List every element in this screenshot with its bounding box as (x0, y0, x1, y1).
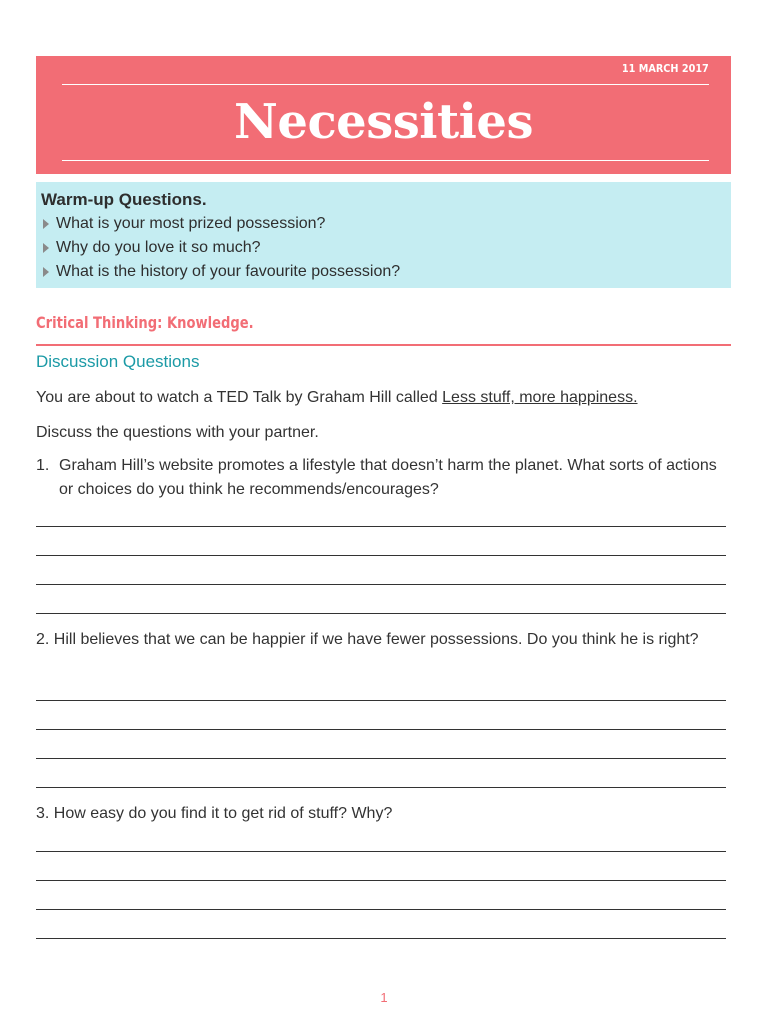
warmup-item (41, 260, 731, 284)
question-1-text: Graham Hill’s website promotes a lifestyle that doesn’t harm the planet. What sorts of actions or choices do you think he recommends/encourages? (59, 457, 717, 498)
section-title: Critical Thinking: Knowledge. (36, 313, 254, 332)
answer-line[interactable] (36, 851, 726, 852)
banner-bottom-rule (62, 160, 709, 161)
warmup-item-text: Why do you love it so much? (56, 239, 261, 256)
ted-talk-link[interactable]: Less stuff, more happiness. (442, 389, 638, 406)
intro-text: You are about to watch a TED Talk by Graham Hill called (36, 389, 443, 406)
discussion-title: Discussion Questions (36, 352, 200, 371)
warmup-list (41, 212, 731, 284)
instruction-text: Discuss the questions with your partner. (36, 424, 319, 441)
warmup-item (41, 212, 731, 236)
warmup-heading: Warm-up Questions. (41, 190, 207, 209)
answer-line[interactable] (36, 584, 726, 585)
warmup-item-text: What is your most prized possession? (56, 215, 326, 232)
bullet-triangle-icon (43, 267, 49, 277)
banner-top-rule (62, 84, 709, 85)
answer-line[interactable] (36, 787, 726, 788)
section-divider (36, 344, 731, 346)
answer-line[interactable] (36, 613, 726, 614)
warmup-item-text: What is the history of your favourite possession? (56, 263, 401, 280)
warmup-box (36, 182, 731, 288)
bullet-triangle-icon (43, 243, 49, 253)
answer-line[interactable] (36, 526, 726, 527)
question-3-text: 3. How easy do you find it to get rid of stuff? Why? (36, 805, 393, 822)
intro-paragraph (36, 386, 638, 410)
answer-line[interactable] (36, 758, 726, 759)
bullet-triangle-icon (43, 219, 49, 229)
question-1 (36, 454, 726, 502)
answer-line[interactable] (36, 700, 726, 701)
question-1-number: 1. (36, 457, 50, 474)
answer-line[interactable] (36, 555, 726, 556)
answer-line[interactable] (36, 880, 726, 881)
page-number: 1 (380, 990, 388, 1005)
document-date: 11 MARCH 2017 (622, 62, 709, 75)
answer-line[interactable] (36, 938, 726, 939)
header-banner (36, 56, 731, 174)
answer-line[interactable] (36, 909, 726, 910)
page-title: Necessities (234, 94, 533, 150)
answer-line[interactable] (36, 729, 726, 730)
warmup-item (41, 236, 731, 260)
question-2-text: 2. Hill believes that we can be happier if we have fewer possessions. Do you think he is right? (36, 631, 699, 648)
